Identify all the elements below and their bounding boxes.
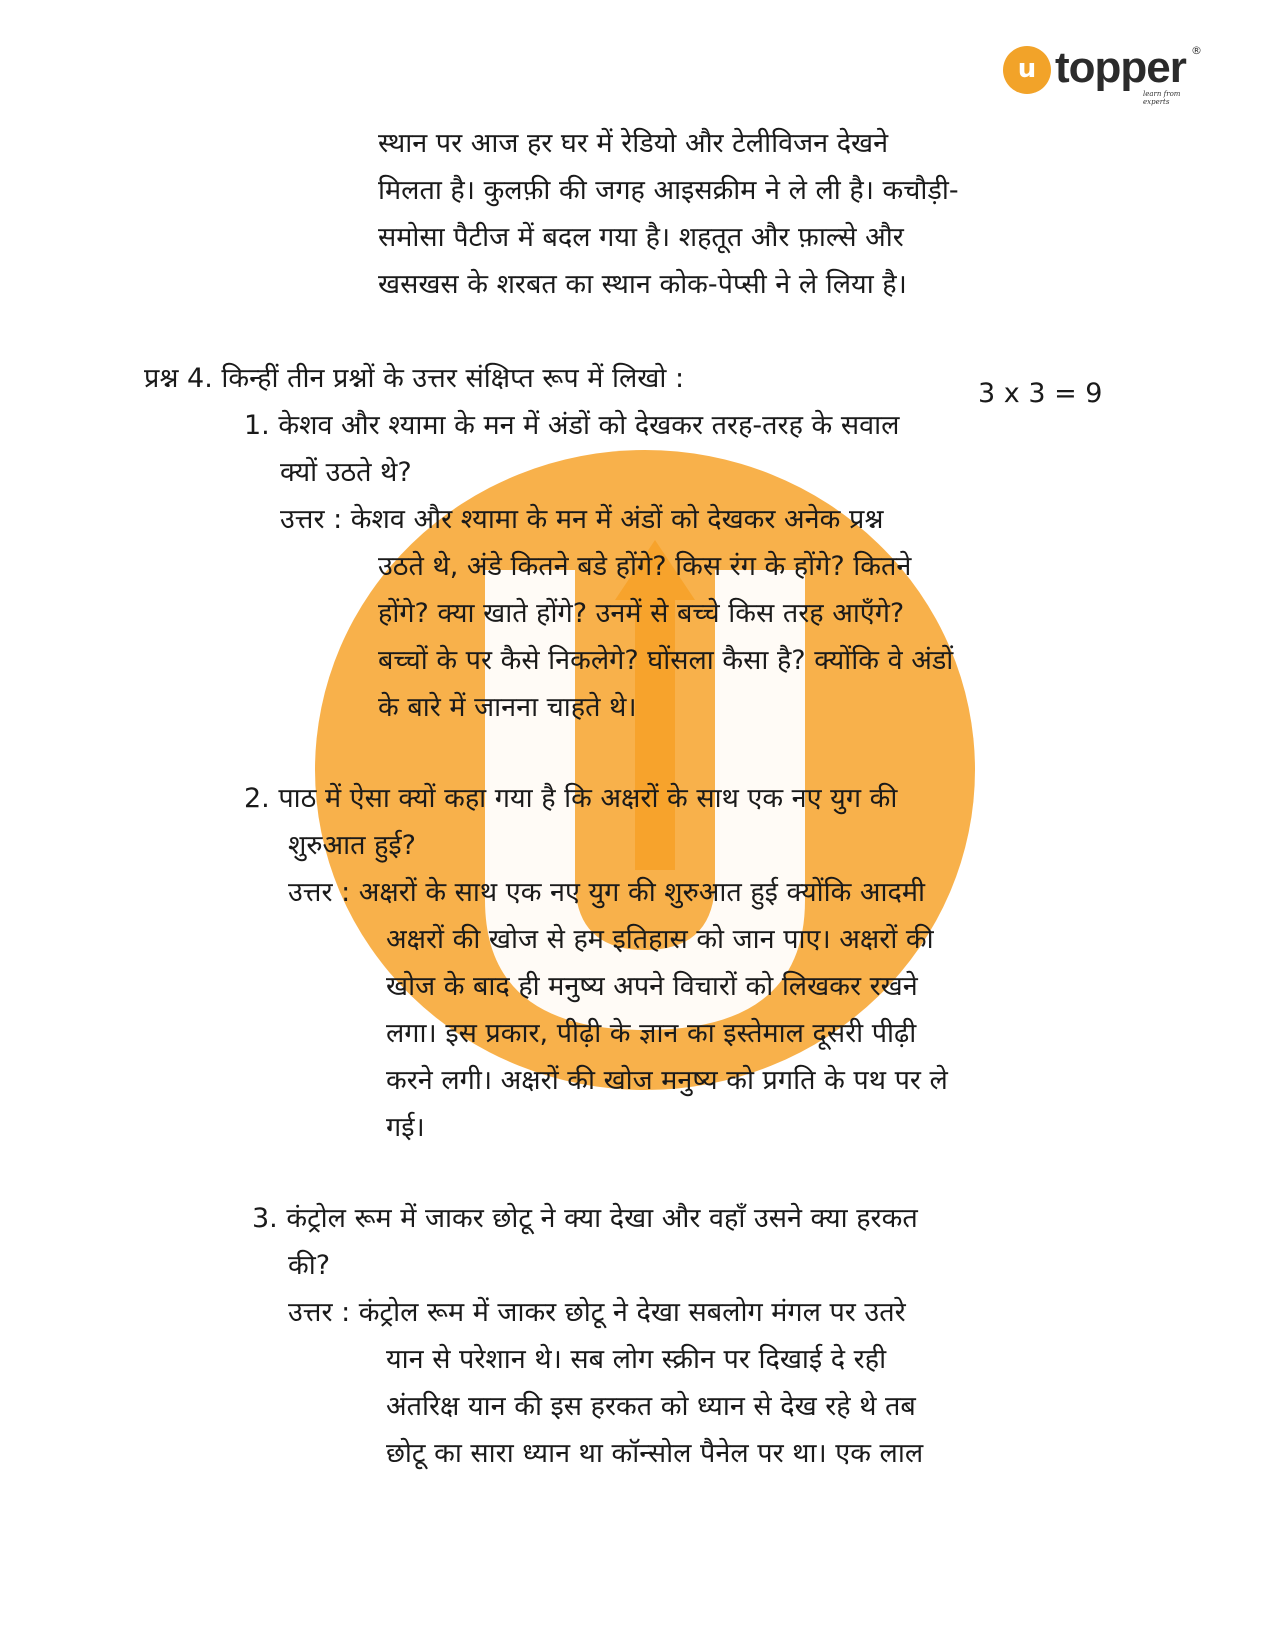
answer-line: के बारे में जानना चाहते थे। [378,692,637,723]
answer-line: उत्तर : केशव और श्यामा के मन में अंडों को देखकर अनेक प्रश्न [280,504,884,535]
answer-line: छोटू का सारा ध्यान था कॉन्सोल पैनेल पर था। एक लाल [386,1438,924,1469]
question-line: 2. पाठ में ऐसा क्यों कहा गया है कि अक्षरों के साथ एक नए युग की [244,783,898,814]
answer-line: उत्तर : अक्षरों के साथ एक नए युग की शुरुआत हुई क्योंकि आदमी [288,877,925,908]
question-line: 1. केशव और श्यामा के मन में अंडों को देखकर तरह-तरह के सवाल [244,410,900,441]
paragraph-line: समोसा पैटीज में बदल गया है। शहतूत और फ़ाल्से और [378,222,904,253]
registered-icon: ® [1191,44,1202,57]
question-line: क्यों उठते थे? [280,457,412,488]
answer-line: अक्षरों की खोज से हम इतिहास को जान पाए। अक्षरों की [386,924,934,955]
brand-logo [1003,44,1203,104]
answer-line: उठते थे, अंडे कितने बडे होंगे? किस रंग के होंगे? कितने [378,551,912,582]
answer-line: बच्चों के पर कैसे निकलेगे? घोंसला कैसा है? क्योंकि वे अंडों [378,645,954,676]
answer-line: गई। [386,1112,425,1143]
logo-mark-letter: u [1017,54,1037,84]
answer-line: उत्तर : कंट्रोल रूम में जाकर छोटू ने देखा सबलोग मंगल पर उतरे [288,1297,906,1328]
answer-line: यान से परेशान थे। सब लोग स्क्रीन पर दिखाई दे रही [386,1344,887,1375]
paragraph-line: स्थान पर आज हर घर में रेडियो और टेलीविजन देखने [378,128,889,159]
paragraph-line: खसखस के शरबत का स्थान कोक-पेप्सी ने ले लिया है। [378,269,907,300]
paragraph-line: मिलता है। कुलफ़ी की जगह आइसक्रीम ने ले ली है। कचौड़ी- [378,175,959,206]
question-line: शुरुआत हुई? [288,830,416,861]
logo-wordmark: topper [1055,43,1186,92]
question-line: 3. कंट्रोल रूम में जाकर छोटू ने क्या देखा और वहाँ उसने क्या हरकत [252,1203,918,1234]
question-line: की? [288,1250,331,1281]
answer-line: अंतरिक्ष यान की इस हरकत को ध्यान से देख रहे थे तब [386,1391,916,1422]
answer-line: खोज के बाद ही मनुष्य अपने विचारों को लिखकर रखने [386,971,918,1002]
section-heading: प्रश्न 4. किन्हीं तीन प्रश्नों के उत्तर संक्षिप्त रूप में लिखो : [144,363,685,394]
logo-tagline: learn from experts [1143,90,1181,106]
answer-line: होंगे? क्या खाते होंगे? उनमें से बच्चे किस तरह आएँगे? [378,598,905,629]
answer-line: करने लगी। अक्षरों की खोज मनुष्य को प्रगति के पथ पर ले [386,1065,948,1096]
answer-line: लगा। इस प्रकार, पीढ़ी के ज्ञान का इस्तेमाल दूसरी पीढ़ी [386,1018,917,1049]
section-marks: 3 x 3 = 9 [978,378,1103,409]
